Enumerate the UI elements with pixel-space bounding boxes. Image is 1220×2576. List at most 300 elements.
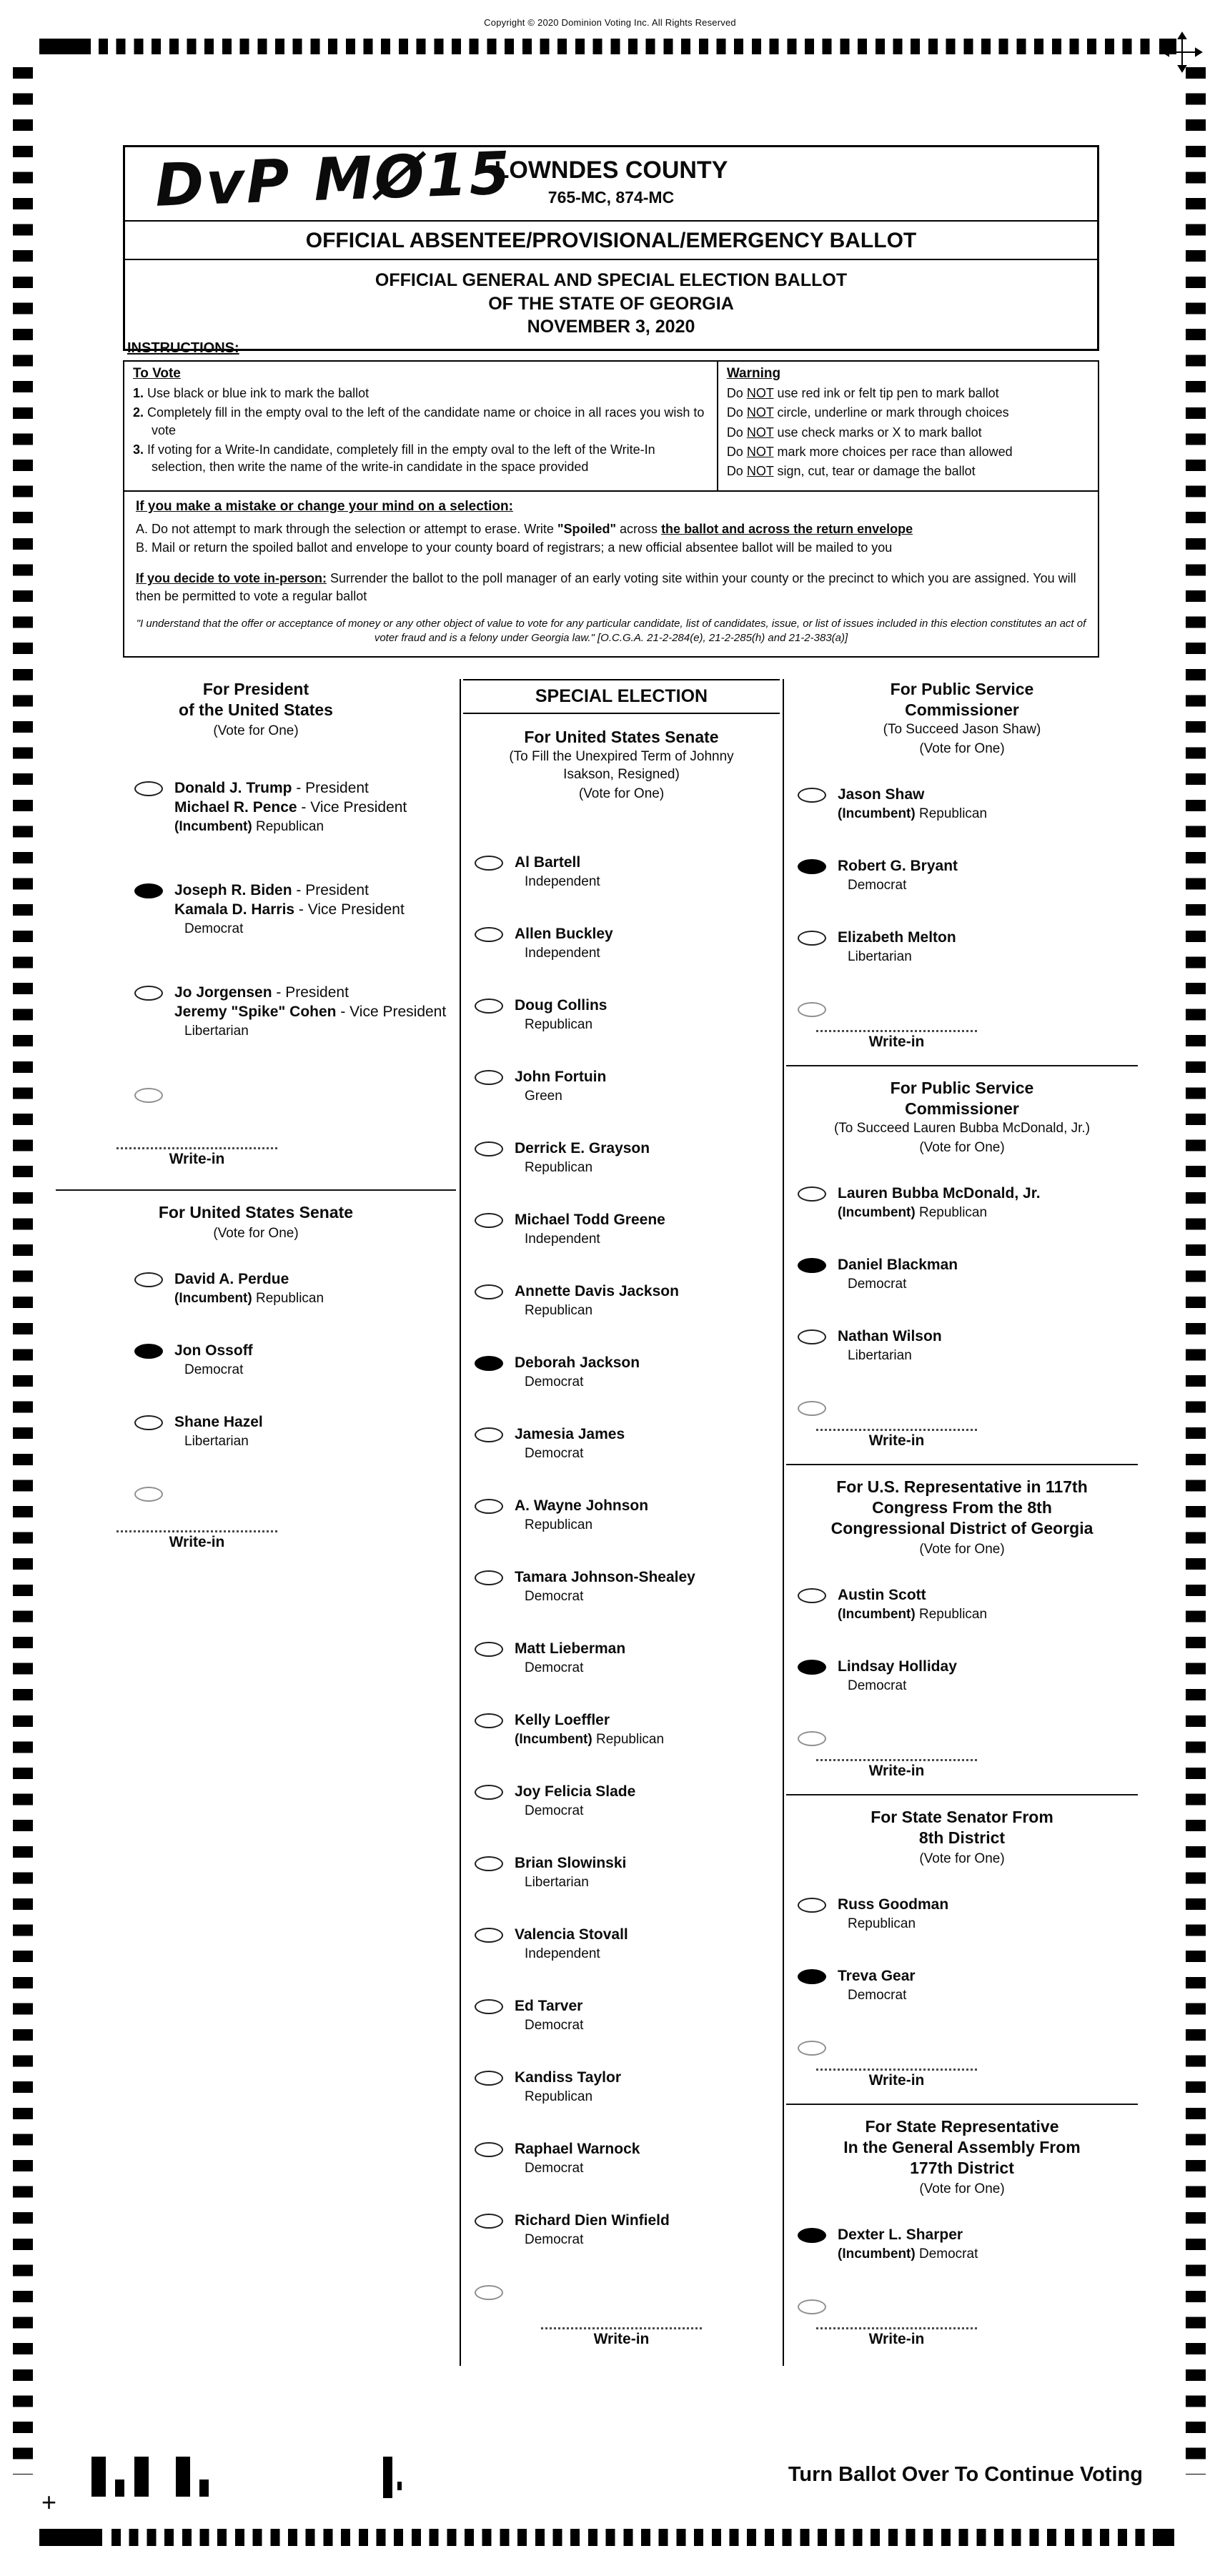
empty-oval[interactable] [475, 999, 503, 1014]
to-vote-list [133, 385, 708, 475]
candidate-line: (Incumbent) Democrat [838, 2246, 978, 2262]
instructions-body [124, 492, 1098, 655]
race-title-line: In the General Assembly From [843, 2138, 1081, 2156]
candidate-row [463, 2211, 780, 2249]
candidate-line: Kelly Loeffler [515, 1712, 610, 1728]
candidate-line: Jeremy "Spike" Cohen - Vice President [174, 1004, 447, 1020]
empty-oval[interactable] [798, 1329, 826, 1344]
timing-mark-block-top-right [1159, 39, 1176, 54]
race [786, 1794, 1138, 2089]
write-in-oval[interactable] [134, 1487, 163, 1502]
candidate-row [463, 1282, 780, 1320]
candidate-text [838, 1255, 958, 1294]
turn-over-instruction: Turn Ballot Over To Continue Voting [788, 2463, 1143, 2486]
candidate-line: Nathan Wilson [838, 1328, 942, 1344]
candidate-text [515, 1639, 625, 1678]
timing-mark-block-top-left [39, 39, 91, 54]
candidate-text [515, 2211, 670, 2249]
race [786, 1065, 1138, 1450]
mistake-heading: If you make a mistake or change your mind on a selection: [136, 499, 513, 515]
empty-oval[interactable] [475, 1284, 503, 1299]
candidate-text [515, 1425, 625, 1463]
candidate-line: David A. Perdue [174, 1271, 289, 1287]
candidate-row [786, 1966, 1138, 2005]
candidate-text [515, 1782, 635, 1820]
warning-item: Do NOT use red ink or felt tip pen to mark ballot [726, 386, 999, 400]
vote-for-instruction: (Vote for One) [919, 2181, 1005, 2196]
race-title-line: Commissioner [905, 700, 1019, 719]
candidate-line: Independent [525, 874, 600, 889]
marked-oval[interactable] [798, 859, 826, 874]
candidate-line: Democrat [525, 1446, 584, 1461]
candidate-line: Republican [525, 1017, 593, 1032]
write-in-oval[interactable] [798, 1731, 826, 1746]
race-header [463, 727, 780, 803]
vote-for-instruction: (Vote for One) [213, 723, 299, 738]
candidate-row [463, 2139, 780, 2178]
candidate-line: Democrat [848, 1277, 907, 1292]
candidate-line: Annette Davis Jackson [515, 1283, 679, 1299]
race-subtitle-line: Isakson, Resigned) [563, 767, 680, 782]
county-name: LOWNDES COUNTY [494, 157, 728, 184]
candidate-line: Russ Goodman [838, 1896, 949, 1913]
candidate-line: Donald J. Trump - President [174, 780, 369, 796]
candidate-line: Jon Ossoff [174, 1342, 253, 1359]
vote-for-instruction: (Vote for One) [919, 1851, 1005, 1866]
instructions-table [124, 362, 1098, 492]
candidate-text [838, 1895, 948, 1933]
candidate-text [515, 1996, 583, 2035]
candidate-text [515, 1925, 628, 1963]
election-title [125, 260, 1097, 349]
candidate-text [838, 1184, 1041, 1222]
race-title-line: For Public Service [890, 680, 1034, 698]
timing-marks-bottom [111, 2529, 1149, 2546]
candidate-text [515, 1282, 679, 1320]
candidate-line: Democrat [525, 1374, 584, 1389]
election-title-line2: OF THE STATE OF GEORGIA [488, 293, 734, 314]
write-in-oval-row [56, 1085, 456, 1103]
write-in [816, 2327, 977, 2348]
race-title-line: Congress From the 8th [872, 1498, 1052, 1517]
race-title-line: For U.S. Representative in 117th [836, 1477, 1088, 1496]
candidate-text [174, 1341, 253, 1379]
to-vote-item: 1. Use black or blue ink to mark the ballot [133, 386, 370, 400]
race-title-line: For President [202, 680, 309, 698]
candidate-line: Treva Gear [838, 1968, 916, 1984]
candidate-row [786, 2225, 1138, 2264]
candidate-line: Derrick E. Grayson [515, 1140, 650, 1156]
candidate-row [56, 1341, 456, 1379]
race-header [786, 1477, 1138, 1558]
candidate-text [838, 1966, 916, 2005]
write-in [816, 2069, 977, 2089]
candidate-text [838, 2225, 978, 2264]
write-in [816, 1429, 977, 1450]
empty-oval[interactable] [475, 1785, 503, 1800]
empty-oval[interactable] [798, 788, 826, 803]
candidate-text [838, 856, 958, 895]
candidate-text [515, 924, 613, 963]
candidate-line: Lauren Bubba McDonald, Jr. [838, 1185, 1041, 1202]
candidate-text [515, 1853, 626, 1892]
candidate-line: Lindsay Holliday [838, 1658, 957, 1675]
write-in-oval[interactable] [798, 1401, 826, 1416]
candidate-line: A. Wayne Johnson [515, 1497, 649, 1514]
candidate-line: Ed Tarver [515, 1998, 583, 2014]
candidate-line: John Fortuin [515, 1069, 607, 1085]
race-subtitle-line: (To Fill the Unexpired Term of Johnny [509, 749, 734, 764]
race [463, 727, 780, 2348]
candidate-row [463, 1567, 780, 1606]
candidate-row [463, 2068, 780, 2106]
candidate-line: Deborah Jackson [515, 1354, 640, 1371]
candidate-line: Elizabeth Melton [838, 929, 956, 946]
write-in-label: Write-in [868, 2072, 925, 2089]
warning-item: Do NOT mark more choices per race than allowed [726, 444, 1013, 459]
candidate-row [56, 778, 456, 836]
race-title-line: For Public Service [890, 1079, 1034, 1097]
candidate-line: Raphael Warnock [515, 2141, 640, 2157]
column-divider [460, 679, 461, 2366]
candidate-row [786, 1184, 1138, 1222]
write-in-label: Write-in [868, 1432, 925, 1449]
write-in-label: Write-in [868, 1763, 925, 1779]
marked-oval[interactable] [798, 1258, 826, 1273]
candidate-row [56, 1269, 456, 1308]
candidate-line: Robert G. Bryant [838, 858, 958, 874]
timing-mark-block-bottom-left [39, 2529, 102, 2546]
candidate-row [463, 1925, 780, 1963]
warning-item: Do NOT use check marks or X to mark ballot [726, 425, 982, 440]
candidate-text [838, 1327, 942, 1365]
in-person-note: If you decide to vote in-person: Surrender the ballot to the poll manager of an early voting site within your county or the precinct to which you are assigned. You will then be permitted to vote a regular ballot [136, 570, 1076, 604]
race-header [786, 1078, 1138, 1156]
candidate-line: Doug Collins [515, 997, 607, 1014]
handwritten-ballot-id: DvP MØ15 [154, 139, 514, 220]
candidate-line: Daniel Blackman [838, 1257, 958, 1273]
warning-list [727, 385, 1089, 480]
instructions-box [123, 360, 1099, 658]
race-header [56, 1202, 456, 1242]
candidate-line: Libertarian [848, 949, 912, 964]
race-header [56, 679, 456, 740]
empty-oval[interactable] [475, 1213, 503, 1228]
candidate-row [786, 856, 1138, 895]
registration-plus-mark: + [41, 2487, 57, 2517]
candidate-row [56, 983, 456, 1041]
registration-mark [199, 2480, 209, 2497]
ballot-column-3 [786, 679, 1138, 2362]
race [786, 2104, 1138, 2348]
candidate-line: Democrat [525, 1589, 584, 1604]
empty-oval[interactable] [475, 1499, 503, 1514]
candidate-row [463, 1996, 780, 2035]
empty-oval[interactable] [475, 2142, 503, 2157]
candidate-line: Dexter L. Sharper [838, 2226, 963, 2243]
candidate-row [463, 1496, 780, 1535]
registration-mark [91, 2457, 106, 2497]
legal-notice: "I understand that the offer or acceptance of money or any other object of value to vote for any particular candidate, list of candidates, issue, or list of issues included in this election constitutes an act of voter fraud and is a felony under Georgia law." [O.C.G.A. 21-2-284(e), 21-2-285(h) and 21-2-383(a)] [136, 618, 1086, 645]
registration-mark [176, 2457, 190, 2497]
candidate-line: Democrat [525, 1660, 584, 1675]
candidate-text [174, 1269, 324, 1308]
vote-for-instruction: (Vote for One) [578, 786, 665, 801]
write-in-oval-row [56, 1484, 456, 1502]
column-divider [783, 679, 784, 2366]
write-in-oval-row [786, 1728, 1138, 1746]
candidate-line: Brian Slowinski [515, 1855, 627, 1871]
ballot-type-title: OFFICIAL ABSENTEE/PROVISIONAL/EMERGENCY BALLOT [125, 222, 1097, 260]
candidate-line: Republican [525, 1517, 593, 1532]
candidate-line: Kamala D. Harris - Vice President [174, 901, 405, 918]
write-in-oval-row [463, 2282, 780, 2300]
candidate-line: Green [525, 1089, 562, 1104]
mistake-line-b: B. Mail or return the spoiled ballot and envelope to your county board of registrars; a new official absentee ballot will be mailed to you [136, 540, 893, 555]
candidate-line: Tamara Johnson-Shealey [515, 1569, 695, 1585]
race-header [786, 1807, 1138, 1868]
timing-mark-block-bottom-right [1153, 2529, 1174, 2546]
race [786, 1464, 1138, 1780]
candidate-text [515, 1496, 648, 1535]
candidate-line: Allen Buckley [515, 926, 613, 942]
race-title-line: For State Representative [865, 2117, 1059, 2136]
candidate-text [515, 1567, 695, 1606]
empty-oval[interactable] [475, 856, 503, 871]
candidate-row [786, 1657, 1138, 1695]
candidate-line: Jo Jorgensen - President [174, 984, 349, 1001]
candidate-line: Republican [525, 2089, 593, 2104]
empty-oval[interactable] [134, 1272, 163, 1287]
timing-marks-top [99, 39, 1156, 54]
candidate-line: (Incumbent) Republican [174, 819, 324, 834]
candidate-line: Republican [525, 1303, 593, 1318]
to-vote-item: 2. Completely fill in the empty oval to the left of the candidate name or choice in all races you wish to vote [133, 405, 705, 437]
race-title-line: 8th District [918, 1828, 1006, 1847]
candidate-text [515, 1353, 640, 1392]
candidate-line: Kandiss Taylor [515, 2069, 621, 2086]
candidate-line: (Incumbent) Republican [515, 1732, 665, 1747]
candidate-line: Democrat [184, 1362, 244, 1377]
empty-oval[interactable] [475, 2071, 503, 2086]
candidate-text [174, 881, 405, 938]
candidate-row [463, 853, 780, 891]
candidate-row [463, 1139, 780, 1177]
empty-oval[interactable] [475, 1856, 503, 1871]
write-in-label: Write-in [169, 1534, 225, 1550]
candidate-row [463, 1710, 780, 1749]
candidate-text [515, 2139, 640, 2178]
empty-oval[interactable] [798, 931, 826, 946]
write-in-oval-row [786, 1398, 1138, 1416]
ballot-header [123, 139, 1099, 351]
write-in-oval-row [786, 2297, 1138, 2314]
race-title-line: Congressional District of Georgia [830, 1519, 1093, 1537]
candidate-row [786, 1327, 1138, 1365]
candidate-line: Libertarian [525, 1875, 589, 1890]
candidate-line: Michael R. Pence - Vice President [174, 799, 407, 816]
race-subtitle-line: (To Succeed Lauren Bubba McDonald, Jr.) [833, 1121, 1091, 1136]
candidate-line: Jamesia James [515, 1426, 625, 1442]
empty-oval[interactable] [475, 1999, 503, 2014]
empty-oval[interactable] [798, 1588, 826, 1603]
candidate-text [515, 1710, 664, 1749]
write-in-oval[interactable] [798, 1002, 826, 1017]
candidate-line: Independent [525, 1946, 600, 1961]
candidate-text [174, 1412, 263, 1451]
marked-oval[interactable] [475, 1356, 503, 1371]
write-in-oval[interactable] [475, 2285, 503, 2300]
write-in-label: Write-in [593, 2331, 650, 2347]
precinct-codes: 765-MC, 874-MC [547, 188, 675, 207]
candidate-line: Libertarian [184, 1024, 249, 1039]
race-title-line: For United States Senate [524, 728, 719, 746]
write-in-label: Write-in [868, 2331, 925, 2347]
write-in [116, 1530, 277, 1551]
to-vote-item: 3. If voting for a Write-In candidate, completely fill in the empty oval to the left of the Write-In selection, then write the name of the write-in candidate in the space provided [133, 442, 655, 475]
candidate-text [838, 785, 987, 823]
candidate-row [786, 1585, 1138, 1624]
ballot-header-top [125, 139, 1097, 222]
candidate-row [463, 1853, 780, 1892]
candidate-row [56, 1412, 456, 1451]
candidate-line: (Incumbent) Republican [838, 1205, 988, 1220]
race-subtitle-line: (To Succeed Jason Shaw) [883, 722, 1041, 737]
candidate-line: Democrat [525, 2232, 584, 2247]
candidate-text [515, 1067, 606, 1106]
ballot-column-2 [463, 679, 780, 2362]
candidate-row [786, 928, 1138, 966]
candidate-line: (Incumbent) Republican [838, 1607, 988, 1622]
race-title-line: 177th District [910, 2159, 1014, 2177]
race-header [786, 679, 1138, 758]
candidate-text [174, 778, 407, 836]
candidate-line: Valencia Stovall [515, 1926, 628, 1943]
candidate-line: (Incumbent) Republican [174, 1291, 324, 1306]
race [56, 679, 456, 1168]
empty-oval[interactable] [798, 1187, 826, 1202]
write-in-oval[interactable] [798, 2299, 826, 2314]
candidate-line: Independent [525, 1232, 600, 1247]
empty-oval[interactable] [475, 1642, 503, 1657]
warning-title: Warning [726, 366, 781, 381]
mistake-line-a: A. Do not attempt to mark through the selection or attempt to erase. Write "Spoiled" across the ballot and across the return envelope [136, 522, 913, 537]
write-in [816, 1030, 977, 1051]
write-in-oval-row [786, 2038, 1138, 2056]
candidate-line: Al Bartell [515, 854, 581, 871]
empty-oval[interactable] [475, 1141, 503, 1156]
empty-oval[interactable] [475, 1070, 503, 1085]
candidate-text [515, 1139, 650, 1177]
write-in-label: Write-in [868, 1034, 925, 1050]
timing-marks-left [13, 67, 33, 2475]
candidate-row [463, 1353, 780, 1392]
candidate-line: (Incumbent) Republican [838, 806, 988, 821]
candidate-line: Democrat [184, 921, 244, 936]
empty-oval[interactable] [475, 1928, 503, 1943]
empty-oval[interactable] [475, 927, 503, 942]
write-in-oval[interactable] [798, 2041, 826, 2056]
candidate-row [786, 1895, 1138, 1933]
marked-oval[interactable] [798, 1969, 826, 1984]
candidate-line: Austin Scott [838, 1587, 926, 1603]
candidate-line: Republican [525, 1160, 593, 1175]
race-title-line: Commissioner [905, 1099, 1019, 1118]
empty-oval[interactable] [798, 1898, 826, 1913]
warning-item: Do NOT sign, cut, tear or damage the ballot [726, 464, 976, 479]
candidate-line: Richard Dien Winfield [515, 2212, 670, 2229]
candidate-line: Independent [525, 946, 600, 961]
candidate-text [174, 983, 446, 1041]
candidate-row [463, 1782, 780, 1820]
election-title-line1: OFFICIAL GENERAL AND SPECIAL ELECTION BALLOT [375, 270, 848, 290]
write-in [116, 1147, 277, 1168]
instructions-label: INSTRUCTIONS: [127, 340, 239, 356]
empty-oval[interactable] [475, 2214, 503, 2229]
empty-oval[interactable] [475, 1713, 503, 1728]
race [786, 679, 1138, 1051]
copyright-notice: Copyright © 2020 Dominion Voting Inc. All Rights Reserved [484, 17, 736, 28]
special-election-banner: SPECIAL ELECTION [463, 679, 780, 714]
candidate-line: Democrat [848, 1678, 907, 1693]
race [56, 1189, 456, 1551]
timing-marks-right [1186, 67, 1206, 2475]
candidate-row [463, 1425, 780, 1463]
candidate-text [838, 1657, 957, 1695]
candidate-row [463, 1210, 780, 1249]
write-in-oval[interactable] [134, 1088, 163, 1103]
empty-oval[interactable] [475, 1570, 503, 1585]
candidate-line: Democrat [525, 1803, 584, 1818]
candidate-row [463, 1639, 780, 1678]
empty-oval[interactable] [134, 781, 163, 796]
marked-oval[interactable] [798, 1660, 826, 1675]
race-title-line: For United States Senate [158, 1203, 354, 1222]
marked-oval[interactable] [134, 1344, 163, 1359]
to-vote-cell [124, 362, 718, 490]
ballot-column-1 [56, 679, 456, 1572]
candidate-line: Libertarian [848, 1348, 912, 1363]
candidate-line: Democrat [848, 878, 907, 893]
vote-for-instruction: (Vote for One) [919, 1542, 1005, 1557]
to-vote-title: To Vote [133, 366, 181, 381]
candidate-text [838, 1585, 987, 1624]
marked-oval[interactable] [798, 2228, 826, 2243]
election-title-line3: NOVEMBER 3, 2020 [527, 317, 695, 337]
race-title-line: For State Senator From [871, 1808, 1053, 1826]
empty-oval[interactable] [475, 1427, 503, 1442]
candidate-text [515, 853, 600, 891]
empty-oval[interactable] [134, 1415, 163, 1430]
empty-oval[interactable] [134, 986, 163, 1001]
vote-for-instruction: (Vote for One) [919, 1140, 1005, 1155]
registration-mark [383, 2457, 392, 2498]
candidate-text [515, 1210, 665, 1249]
marked-oval[interactable] [134, 883, 163, 898]
race-header [786, 2116, 1138, 2198]
candidate-line: Matt Lieberman [515, 1640, 626, 1657]
candidate-line: Democrat [525, 2018, 584, 2033]
registration-mark [397, 2482, 402, 2490]
race-title-line: of the United States [179, 700, 333, 719]
candidate-line: Joy Felicia Slade [515, 1783, 636, 1800]
candidate-text [515, 2068, 621, 2106]
candidate-line: Shane Hazel [174, 1414, 263, 1430]
vote-for-instruction: (Vote for One) [213, 1226, 299, 1241]
candidate-line: Democrat [848, 1988, 907, 2003]
registration-mark [115, 2480, 124, 2497]
write-in [816, 1759, 977, 1780]
